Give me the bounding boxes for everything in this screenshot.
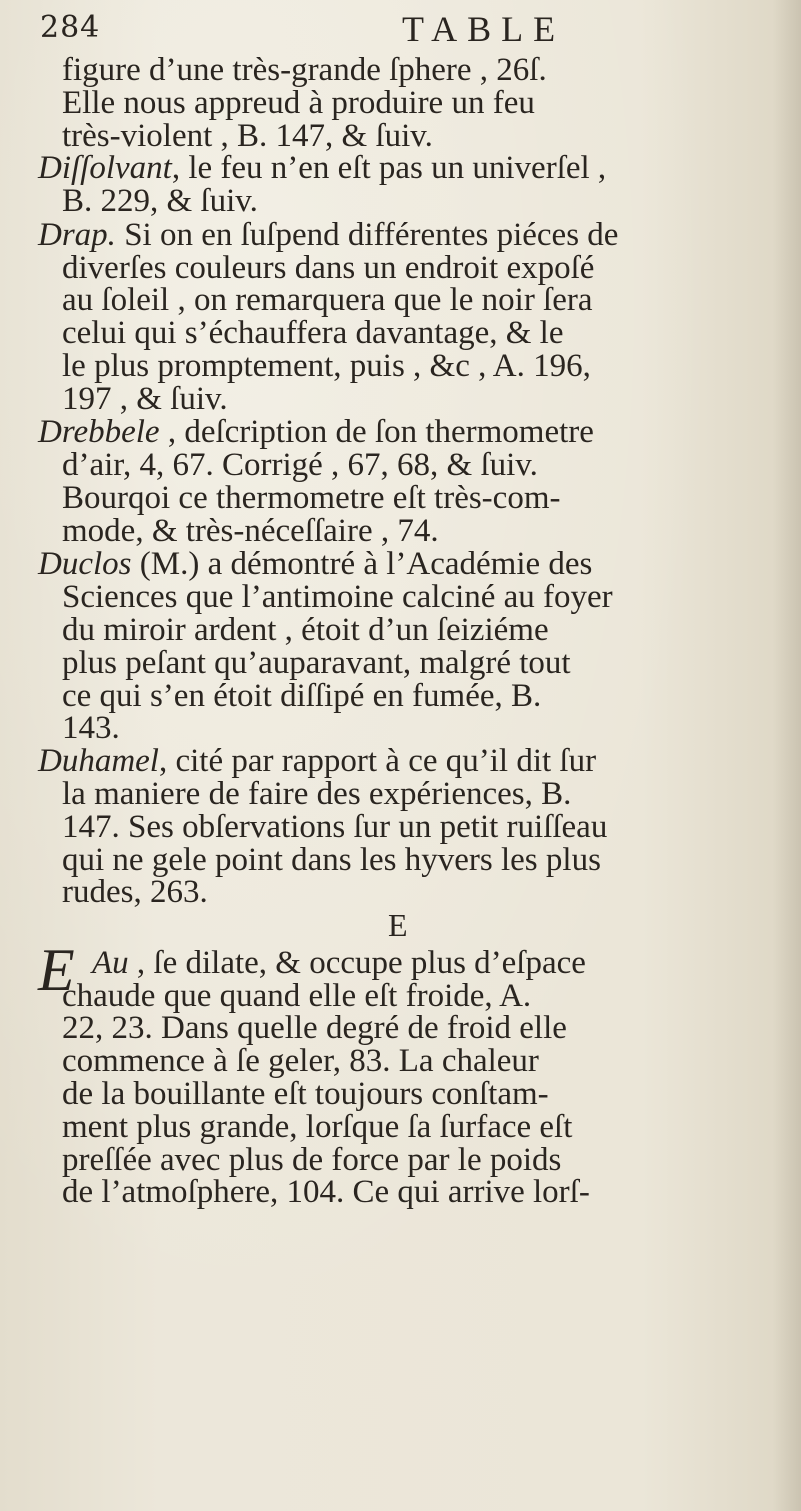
- entry-headword: Duhamel: [38, 743, 159, 780]
- section-line: 22, 23. Dans quelle degré de froid elle: [62, 1010, 567, 1047]
- section-line: de la bouillante eſt toujours conſtam-: [62, 1076, 549, 1112]
- entry-line: ce qui s’en étoit diſſipé en fumée, B.: [62, 677, 542, 714]
- section-letter: E: [388, 906, 408, 943]
- entry-line: 143.: [62, 710, 120, 747]
- entry-line: d’air, 4, 67. Corrigé , 67, 68, & ſuiv.: [62, 447, 538, 484]
- section-line: commence à ſe geler, 83. La chaleur: [62, 1043, 539, 1080]
- entry-line: Bourqoi ce thermometre eſt très-com-: [62, 480, 561, 516]
- page-edge-shadow: [773, 0, 801, 1511]
- running-title: TABLE: [402, 9, 566, 49]
- entry-line: plus peſant qu’auparavant, malgré tout: [62, 644, 571, 681]
- entry-line: 147. Ses obſervations ſur un petit ruiſſeau: [62, 808, 608, 845]
- entry-line: 197 , & ſuiv.: [62, 380, 228, 417]
- page-header: [40, 8, 760, 48]
- entry-line: très-violent , B. 147, & ſuiv.: [62, 117, 433, 154]
- section-line: Au , ſe dilate, & occupe plus d’eſpace: [92, 944, 586, 981]
- entry-line: Diſſolvant, le feu n’en eſt pas un univerſel ,: [38, 150, 607, 187]
- entry-line: figure d’une très-grande ſphere , 26ſ.: [62, 52, 547, 88]
- entry-line: Sciences que l’antimoine calciné au foyer: [62, 579, 613, 616]
- section-line: chaude que quand elle eſt froide, A.: [62, 977, 532, 1014]
- entry-line: au ſoleil , on remarquera que le noir ſera: [62, 282, 593, 319]
- section-line: preſſée avec plus de force par le poids: [62, 1141, 562, 1178]
- entry-headword: Drebbele: [38, 414, 160, 451]
- entry-line: Drebbele , deſcription de ſon thermometre: [38, 414, 594, 451]
- entry-headword: Diſſolvant: [38, 150, 172, 187]
- entry-line: Elle nous appreud à produire un feu: [62, 84, 535, 121]
- entry-headword: Au: [92, 944, 129, 981]
- section-line: de l’atmoſphere, 104. Ce qui arrive lorſ-: [62, 1174, 590, 1211]
- entry-line: du miroir ardent , étoit d’un ſeiziéme: [62, 612, 549, 648]
- entry-line: Drap. Si on en ſuſpend différentes piéces de: [38, 216, 619, 253]
- entry-line: le plus promptement, puis , &c , A. 196,: [62, 348, 591, 384]
- entry-line: rudes, 263.: [62, 874, 208, 911]
- section-dropcap: E: [38, 936, 75, 1003]
- entry-line: diverſes couleurs dans un endroit expoſé: [62, 249, 595, 286]
- page-number: 284: [40, 10, 101, 45]
- section-line: ment plus grande, lorſque ſa ſurface eſt: [62, 1108, 573, 1145]
- entry-headword: Duclos: [38, 546, 132, 583]
- entry-line: mode, & très-néceſſaire , 74.: [62, 512, 439, 549]
- entry-line: Duhamel, cité par rapport à ce qu’il dit ſur: [38, 743, 597, 780]
- entry-line: la maniere de faire des expériences, B.: [62, 776, 572, 812]
- entry-line: qui ne gele point dans les hyvers les plus: [62, 841, 601, 878]
- entry-headword: Drap.: [38, 216, 116, 253]
- entry-line: celui qui s’échauffera davantage, & le: [62, 315, 564, 352]
- entry-line: B. 229, & ſuiv.: [62, 183, 258, 220]
- entry-line: Duclos (M.) a démontré à l’Académie des: [38, 546, 593, 583]
